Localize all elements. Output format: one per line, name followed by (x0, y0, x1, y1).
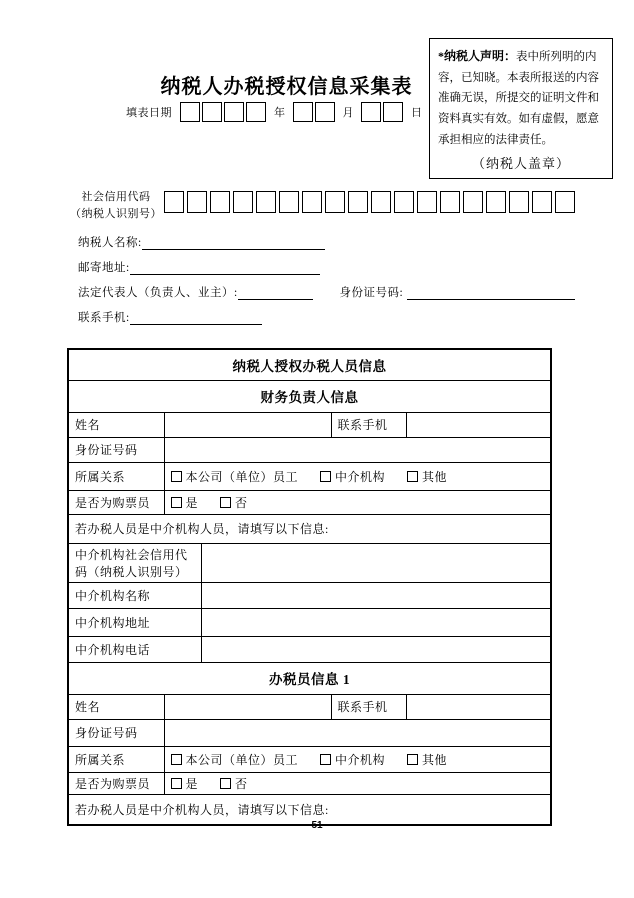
cfo-checkbox-other[interactable] (407, 471, 418, 482)
credit-code-boxes (164, 191, 578, 218)
clerk-mobile-value-cell[interactable] (406, 694, 551, 719)
cfo-agency-phone-value-cell[interactable] (201, 636, 551, 662)
day-boxes (361, 102, 405, 122)
clerk-checkbox-company-employee[interactable] (171, 754, 182, 765)
cfo-name-value-cell[interactable] (164, 412, 331, 437)
char-box[interactable] (371, 191, 391, 213)
taxpayer-seal-line: （纳税人盖章） (471, 156, 570, 172)
char-box[interactable] (417, 191, 437, 213)
mobile-label: 联系手机: (78, 312, 130, 324)
fill-date-row (126, 102, 427, 122)
char-box[interactable] (202, 102, 222, 122)
clerk-id-value-cell[interactable] (164, 719, 551, 746)
char-box[interactable] (383, 102, 403, 122)
char-box[interactable] (325, 191, 345, 213)
cfo-id-label: 身份证号码 (68, 437, 164, 462)
cfo-ticket-options-cell: 是 否 (164, 490, 551, 514)
clerk-ticket-options-cell: 是 否 (164, 772, 551, 794)
clerk-checkbox-yes[interactable] (171, 778, 182, 789)
clerk-section-header: 办税员信息 1 (68, 662, 551, 694)
char-box[interactable] (302, 191, 322, 213)
month-suffix: 月 (342, 107, 354, 119)
char-box[interactable] (210, 191, 230, 213)
cfo-section-header: 财务负责人信息 (68, 380, 551, 412)
authorization-table (67, 348, 552, 826)
page-number: 51 (311, 820, 323, 831)
cfo-checkbox-yes[interactable] (171, 497, 182, 508)
mail-address-field[interactable] (130, 262, 320, 275)
cfo-checkbox-company-employee[interactable] (171, 471, 182, 482)
char-box[interactable] (486, 191, 506, 213)
char-box[interactable] (233, 191, 253, 213)
cfo-agency-address-label: 中介机构地址 (68, 608, 201, 636)
char-box[interactable] (187, 191, 207, 213)
legal-rep-field[interactable] (238, 287, 313, 300)
clerk-mobile-label: 联系手机 (331, 694, 406, 719)
char-box[interactable] (440, 191, 460, 213)
declaration-heading: *纳税人声明： (438, 49, 517, 63)
char-box[interactable] (279, 191, 299, 213)
page-title: 纳税人办税授权信息采集表 (160, 76, 413, 98)
cfo-checkbox-agency[interactable] (320, 471, 331, 482)
fill-date-label: 填表日期 (126, 107, 172, 119)
clerk-agency-note: 若办税人员是中介机构人员，请填写以下信息: (68, 794, 551, 825)
cfo-id-value-cell[interactable] (164, 437, 551, 462)
char-box[interactable] (348, 191, 368, 213)
char-box[interactable] (293, 102, 313, 122)
cfo-relation-label: 所属关系 (68, 462, 164, 490)
clerk-relation-label: 所属关系 (68, 746, 164, 772)
cfo-checkbox-no[interactable] (220, 497, 231, 508)
clerk-checkbox-agency[interactable] (320, 754, 331, 765)
clerk-ticket-label: 是否为购票员 (68, 772, 164, 794)
taxpayer-declaration-box (429, 38, 613, 179)
mobile-row (78, 309, 262, 325)
clerk-name-value-cell[interactable] (164, 694, 331, 719)
id-number-field[interactable] (407, 287, 575, 300)
cfo-name-label: 姓名 (68, 412, 164, 437)
taxpayer-name-label: 纳税人名称: (78, 237, 142, 249)
day-suffix: 日 (411, 107, 423, 119)
cfo-agency-address-value-cell[interactable] (201, 608, 551, 636)
char-box[interactable] (224, 102, 244, 122)
id-number-label: 身份证号码: (339, 287, 404, 299)
taxpayer-name-field[interactable] (142, 237, 325, 250)
legal-rep-row (78, 284, 575, 300)
cfo-agency-name-label: 中介机构名称 (68, 582, 201, 608)
mail-address-label: 邮寄地址: (78, 262, 130, 274)
declaration-text (438, 51, 599, 146)
char-box[interactable] (509, 191, 529, 213)
legal-rep-label: 法定代表人（负责人、业主）: (78, 287, 238, 299)
char-box[interactable] (532, 191, 552, 213)
cfo-agency-note: 若办税人员是中介机构人员，请填写以下信息: (68, 514, 551, 543)
credit-code-label: 社会信用代码 （纳税人识别号） (70, 191, 162, 221)
char-box[interactable] (315, 102, 335, 122)
char-box[interactable] (463, 191, 483, 213)
taxpayer-name-row (78, 234, 325, 250)
table-main-header: 纳税人授权办税人员信息 (68, 349, 551, 380)
cfo-ticket-label: 是否为购票员 (68, 490, 164, 514)
char-box[interactable] (394, 191, 414, 213)
char-box[interactable] (256, 191, 276, 213)
month-boxes (293, 102, 337, 122)
char-box[interactable] (164, 191, 184, 213)
char-box[interactable] (246, 102, 266, 122)
cfo-mobile-label: 联系手机 (331, 412, 406, 437)
cfo-agency-phone-label: 中介机构电话 (68, 636, 201, 662)
char-box[interactable] (180, 102, 200, 122)
cfo-mobile-value-cell[interactable] (406, 412, 551, 437)
clerk-id-label: 身份证号码 (68, 719, 164, 746)
mail-address-row (78, 259, 320, 275)
cfo-agency-name-value-cell[interactable] (201, 582, 551, 608)
char-box[interactable] (555, 191, 575, 213)
declaration-body: 表中所列明的内容，已知晓。本表所报送的内容准确无误，所提交的证明文件和资料真实有效。如有虚假，愿意承担相应的法律责任。 (438, 51, 599, 146)
year-suffix: 年 (274, 107, 286, 119)
mobile-field[interactable] (130, 312, 262, 325)
char-box[interactable] (361, 102, 381, 122)
cfo-relation-options-cell: 本公司（单位）员工 中介机构 其他 (164, 462, 551, 490)
cfo-agency-code-value-cell[interactable] (201, 543, 551, 582)
clerk-relation-options-cell: 本公司（单位）员工 中介机构 其他 (164, 746, 551, 772)
year-boxes (180, 102, 268, 122)
clerk-name-label: 姓名 (68, 694, 164, 719)
clerk-checkbox-other[interactable] (407, 754, 418, 765)
cfo-agency-code-label: 中介机构社会信用代码（纳税人识别号） (68, 543, 201, 582)
clerk-checkbox-no[interactable] (220, 778, 231, 789)
